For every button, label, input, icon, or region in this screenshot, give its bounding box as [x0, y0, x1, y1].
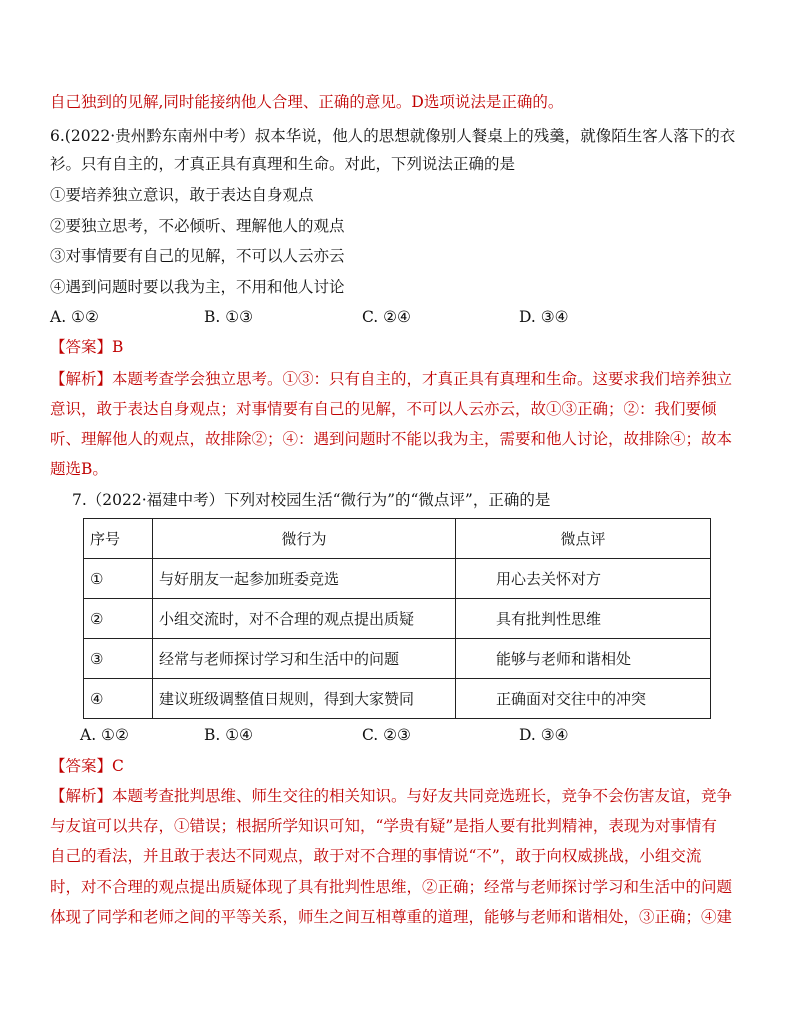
table-cell-comment: 正确面对交往中的冲突: [456, 679, 711, 719]
q7-analysis-line-4: 时，对不合理的观点提出质疑体现了具有批判性思维，②正确；经常与老师探讨学习和生活中的问题: [50, 878, 733, 896]
table-cell-behavior: 小组交流时，对不合理的观点提出质疑: [153, 599, 456, 639]
q6-analysis-text-1: 本题考查学会独立思考。①③：只有自主的，才真正具有真理和生命。这要求我们培养独立: [112, 370, 733, 388]
table-header-number: 序号: [84, 519, 153, 559]
q7-answer-value: C: [112, 757, 124, 775]
table-header-row: [84, 519, 711, 559]
q7-table: [83, 518, 711, 719]
q7-stem: 7.（2022·福建中考）下列对校园生活“微行为”的“微点评”，正确的是: [72, 491, 551, 509]
q7-answer-label: 【答案】: [50, 757, 113, 775]
intro-line: 自己独到的见解,同时能接纳他人合理、正确的意见。D选项说法是正确的。: [50, 93, 564, 111]
table-row: [84, 639, 711, 679]
q7-analysis-line-5: 体现了同学和老师之间的平等关系，师生之间互相尊重的道理，能够与老师和谐相处，③正确；④建: [50, 908, 733, 926]
q6-statement-3: ③对事情要有自己的见解，不可以人云亦云: [50, 247, 345, 265]
q6-answer-label: 【答案】: [50, 338, 113, 356]
table-header-behavior: 微行为: [153, 519, 456, 559]
table-cell-comment: 用心去关怀对方: [456, 559, 711, 599]
table-cell-behavior: 经常与老师探讨学习和生活中的问题: [153, 639, 456, 679]
q7-analysis-line-2: 与友谊可以共存，①错误；根据所学知识可知，“学贵有疑”是指人要有批判精神，表现为对事情有: [50, 817, 717, 835]
q7-analysis-text-1: 本题考查批判思维、师生交往的相关知识。与好友共同竞选班长，竞争不会伤害友谊，竞争: [112, 787, 733, 805]
q6-analysis-label: 【解析】: [50, 370, 113, 388]
q6-option-b: B. ①③: [204, 308, 254, 326]
q6-analysis-line-1: [50, 369, 732, 389]
q7-option-c: C. ②③: [362, 726, 411, 744]
q6-answer-value: B: [112, 338, 124, 356]
q6-analysis-line-4: 题选B。: [50, 460, 108, 478]
q6-option-c: C. ②④: [362, 308, 411, 326]
table-cell-number: ①: [84, 559, 153, 599]
q7-analysis-line-1: [50, 786, 732, 806]
table-row: [84, 599, 711, 639]
table-cell-number: ③: [84, 639, 153, 679]
q6-analysis-line-2: 意识，敢于表达自身观点；对事情要有自己的见解，不可以人云亦云，故①③正确；②：我们要倾: [50, 400, 717, 418]
table-row: [84, 679, 711, 719]
q6-option-a: A. ①②: [50, 308, 99, 326]
q6-analysis-line-3: 听、理解他人的观点，故排除②；④：遇到问题时不能以我为主，需要和他人讨论，故排除④；故本: [50, 430, 733, 448]
q7-answer: [50, 756, 124, 776]
q6-statement-4: ④遇到问题时要以我为主，不用和他人讨论: [50, 278, 345, 296]
q6-stem-line-2: 衫。只有自主的，才真正具有真理和生命。对此，下列说法正确的是: [50, 155, 516, 173]
q6-statement-1: ①要培养独立意识，敢于表达自身观点: [50, 186, 314, 204]
table-cell-comment: 能够与老师和谐相处: [456, 639, 711, 679]
table-cell-comment: 具有批判性思维: [456, 599, 711, 639]
q6-option-d: D. ③④: [519, 308, 569, 326]
table-row: [84, 559, 711, 599]
table-cell-number: ②: [84, 599, 153, 639]
table-header-comment: 微点评: [456, 519, 711, 559]
q7-option-a: A. ①②: [80, 726, 129, 744]
q7-analysis-label: 【解析】: [50, 787, 113, 805]
q7-option-b: B. ①④: [204, 726, 254, 744]
table-cell-behavior: 建议班级调整值日规则，得到大家赞同: [153, 679, 456, 719]
q7-option-d: D. ③④: [519, 726, 569, 744]
q6-answer: [50, 337, 123, 357]
table-cell-number: ④: [84, 679, 153, 719]
table-cell-behavior: 与好朋友一起参加班委竞选: [153, 559, 456, 599]
q7-analysis-line-3: 自己的看法，并且敢于表达不同观点，敢于对不合理的事情说“不”，敢于向权威挑战，小组交流: [50, 847, 702, 865]
q6-statement-2: ②要独立思考，不必倾听、理解他人的观点: [50, 217, 345, 235]
q6-stem-line-1: 6.(2022·贵州黔东南州中考）叔本华说，他人的思想就像别人餐桌上的残羹，就像陌生客人落下的衣: [50, 127, 736, 145]
